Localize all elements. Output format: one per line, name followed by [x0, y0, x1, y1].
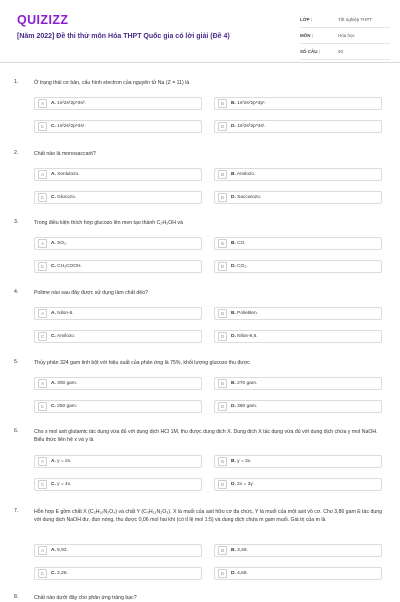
- option-prefix: C.: [51, 124, 56, 129]
- option-letter: A: [38, 99, 47, 108]
- option-letter: B: [218, 99, 227, 108]
- question-number: 7.: [14, 508, 19, 514]
- option-text: 270 gam.: [237, 381, 258, 386]
- question-number: 1.: [14, 79, 19, 85]
- question-text: Thủy phân 324 gam tinh bột với hiệu suất của phản ứng là 75%, khối lượng glucozo thu được: [34, 360, 250, 366]
- question-number: 2.: [14, 150, 19, 156]
- option-b[interactable]: [214, 307, 382, 320]
- option-letter: B: [218, 239, 227, 248]
- question-text: Chất nào là monosaccarit?: [34, 151, 96, 157]
- option-text: 1s²2s²2p⁶3s².: [57, 101, 86, 106]
- option-text: Amilozo.: [236, 172, 256, 177]
- option-text: y = 2x.: [57, 459, 72, 464]
- option-text: 4,68.: [237, 571, 248, 576]
- option-prefix: B.: [231, 172, 236, 177]
- option-prefix: A.: [51, 459, 56, 464]
- option-letter: D: [218, 569, 227, 578]
- option-prefix: B.: [231, 101, 236, 106]
- option-letter: B: [218, 457, 227, 466]
- option-letter: C: [38, 122, 47, 131]
- meta-key: MÔN :: [300, 33, 314, 38]
- option-d[interactable]: [214, 260, 382, 273]
- option-a[interactable]: [34, 307, 202, 320]
- option-prefix: C.: [51, 571, 56, 576]
- question-number: 8.: [14, 594, 19, 600]
- option-prefix: D.: [231, 264, 236, 269]
- option-prefix: A.: [51, 381, 56, 386]
- option-text: 2,26.: [57, 571, 68, 576]
- option-letter: A: [38, 546, 47, 555]
- option-prefix: C.: [51, 264, 56, 269]
- option-b[interactable]: [214, 97, 382, 110]
- option-prefix: B.: [231, 241, 236, 246]
- option-text: 2x = 3y.: [237, 482, 254, 487]
- question-text: Trong điều kiện thích hợp glucozo lên men tạo thành C₂H₅OH và: [34, 220, 183, 226]
- option-text: SO₂.: [57, 241, 68, 246]
- option-d[interactable]: [214, 120, 382, 133]
- option-c[interactable]: [34, 191, 202, 204]
- option-prefix: B.: [231, 311, 236, 316]
- option-text: Amilozo.: [56, 334, 76, 339]
- option-text: CO.: [237, 241, 246, 246]
- option-d[interactable]: [214, 567, 382, 580]
- option-letter: D: [218, 402, 227, 411]
- option-c[interactable]: [34, 120, 202, 133]
- question-number: 4.: [14, 289, 19, 295]
- option-letter: D: [218, 122, 227, 131]
- option-b[interactable]: [214, 544, 382, 557]
- worksheet-title: [Năm 2022] Đề thi thử môn Hóa THPT Quốc gia có lời giải (Đề 4): [17, 33, 230, 40]
- option-prefix: D.: [231, 571, 236, 576]
- option-text: y = 4x.: [57, 482, 72, 487]
- option-letter: C: [38, 480, 47, 489]
- option-text: 1s²2s²2p⁶3s¹.: [57, 124, 86, 129]
- option-prefix: A.: [51, 172, 56, 177]
- option-text: CO₂.: [237, 264, 248, 269]
- question-number: 3.: [14, 219, 19, 225]
- option-text: 5,92.: [57, 548, 68, 553]
- option-c[interactable]: [34, 567, 202, 580]
- option-text: Xenlulozo.: [57, 172, 80, 177]
- worksheet-header: [0, 0, 400, 63]
- option-c[interactable]: [34, 330, 202, 343]
- option-d[interactable]: [214, 400, 382, 413]
- option-b[interactable]: [214, 237, 382, 250]
- option-prefix: A.: [51, 311, 56, 316]
- question-text: Cho x mol axit glutamic tác dụng vừa đủ với dung dịch HCl 1M, thu được dung dịch X. Dung dịch X tác dụng vừa đủ với dung dịch chứa y mol NaOH. Biểu thức liên hệ x và y là: [34, 429, 378, 443]
- option-text: CH₃COOH.: [57, 264, 82, 269]
- option-prefix: D.: [231, 334, 236, 339]
- option-text: Saccarozo.: [237, 195, 262, 200]
- option-letter: B: [218, 379, 227, 388]
- option-letter: A: [38, 170, 47, 179]
- option-prefix: D.: [231, 124, 236, 129]
- option-letter: A: [38, 239, 47, 248]
- meta-key: SỐ CÂU :: [300, 49, 321, 54]
- option-letter: C: [38, 262, 47, 271]
- option-prefix: C.: [51, 404, 56, 409]
- meta-row-subject: [300, 28, 390, 44]
- option-letter: D: [218, 332, 227, 341]
- option-text: Polietilen.: [237, 311, 258, 316]
- option-prefix: A.: [51, 548, 56, 553]
- option-prefix: A.: [51, 101, 56, 106]
- option-text: y = 3x.: [237, 459, 252, 464]
- option-prefix: C.: [51, 482, 56, 487]
- option-prefix: C.: [51, 334, 56, 339]
- option-text: 1s²2s²2p⁵3s¹.: [237, 124, 266, 129]
- option-c[interactable]: [34, 260, 202, 273]
- meta-row-class: [300, 12, 390, 28]
- option-d[interactable]: [214, 478, 382, 491]
- option-text: 3,46.: [237, 548, 248, 553]
- option-letter: A: [38, 379, 47, 388]
- meta-row-question-count: [300, 44, 390, 60]
- option-text: Nilon-6,6.: [237, 334, 258, 339]
- option-a[interactable]: [34, 237, 202, 250]
- option-text: Nilon-6.: [57, 311, 74, 316]
- option-prefix: B.: [231, 548, 236, 553]
- option-b[interactable]: [214, 377, 382, 390]
- option-a[interactable]: [34, 544, 202, 557]
- question-text: Ở trạng thái cơ bản, cấu hình electron của nguyên tử Na (Z = 11) là: [34, 80, 190, 86]
- option-text: 250 gam.: [57, 404, 78, 409]
- option-prefix: B.: [231, 459, 236, 464]
- option-prefix: B.: [231, 381, 236, 386]
- option-letter: B: [218, 170, 227, 179]
- option-prefix: D.: [231, 482, 236, 487]
- option-letter: C: [38, 332, 47, 341]
- option-letter: C: [38, 193, 47, 202]
- option-d[interactable]: [214, 330, 382, 343]
- option-letter: C: [38, 569, 47, 578]
- option-a[interactable]: [34, 455, 202, 468]
- meta-key: LỚP :: [300, 17, 313, 22]
- option-prefix: C.: [51, 195, 56, 200]
- option-a[interactable]: [34, 97, 202, 110]
- meta-value: Tốt nghiệp THPT: [338, 17, 373, 22]
- question-text: Polime nào sau đây được sử dụng làm chất dẻo?: [34, 290, 148, 296]
- option-text: Glucozo.: [57, 195, 77, 200]
- option-a[interactable]: [34, 168, 202, 181]
- option-letter: A: [38, 457, 47, 466]
- option-text: 360 gam.: [237, 404, 258, 409]
- option-letter: B: [218, 546, 227, 555]
- option-letter: D: [218, 480, 227, 489]
- option-d[interactable]: [214, 191, 382, 204]
- option-prefix: A.: [51, 241, 56, 246]
- option-letter: C: [38, 402, 47, 411]
- option-c[interactable]: [34, 400, 202, 413]
- meta-value: 40: [338, 49, 344, 54]
- option-prefix: D.: [231, 404, 236, 409]
- option-text: 300 gam.: [57, 381, 78, 386]
- option-a[interactable]: [34, 377, 202, 390]
- meta-value: Hóa học: [338, 33, 355, 38]
- option-prefix: D.: [231, 195, 236, 200]
- question-number: 5.: [14, 359, 19, 365]
- question-number: 6.: [14, 428, 19, 434]
- option-letter: D: [218, 193, 227, 202]
- question-text: Chất nào dưới đây cho phản ứng tráng bạc?: [34, 595, 137, 601]
- option-letter: D: [218, 262, 227, 271]
- question-text: Hỗn hợp E gồm chất X (C₃H₁₀N₂O₄) và chất Y (C₃H₁₂N₂O₃). X là muối của axit hữu cơ đa chức, Y là muối của một axit vô cơ. Cho 3,86 gam E tác dụng với dung dịch NaOH dư, đun nóng, thu được 0,06 mol hai khí (có tỉ lệ mol 1:5) và dung dịch chứa m gam muối. Giá trị của m là: [34, 509, 383, 523]
- option-letter: B: [218, 309, 227, 318]
- worksheet-meta: [300, 12, 390, 60]
- option-b[interactable]: [214, 455, 382, 468]
- option-b[interactable]: [214, 168, 382, 181]
- option-letter: A: [38, 309, 47, 318]
- option-c[interactable]: [34, 478, 202, 491]
- option-text: 1s²2s²2p⁶3p¹.: [237, 101, 267, 106]
- quizizz-logo: QUIZIZZ: [17, 13, 69, 27]
